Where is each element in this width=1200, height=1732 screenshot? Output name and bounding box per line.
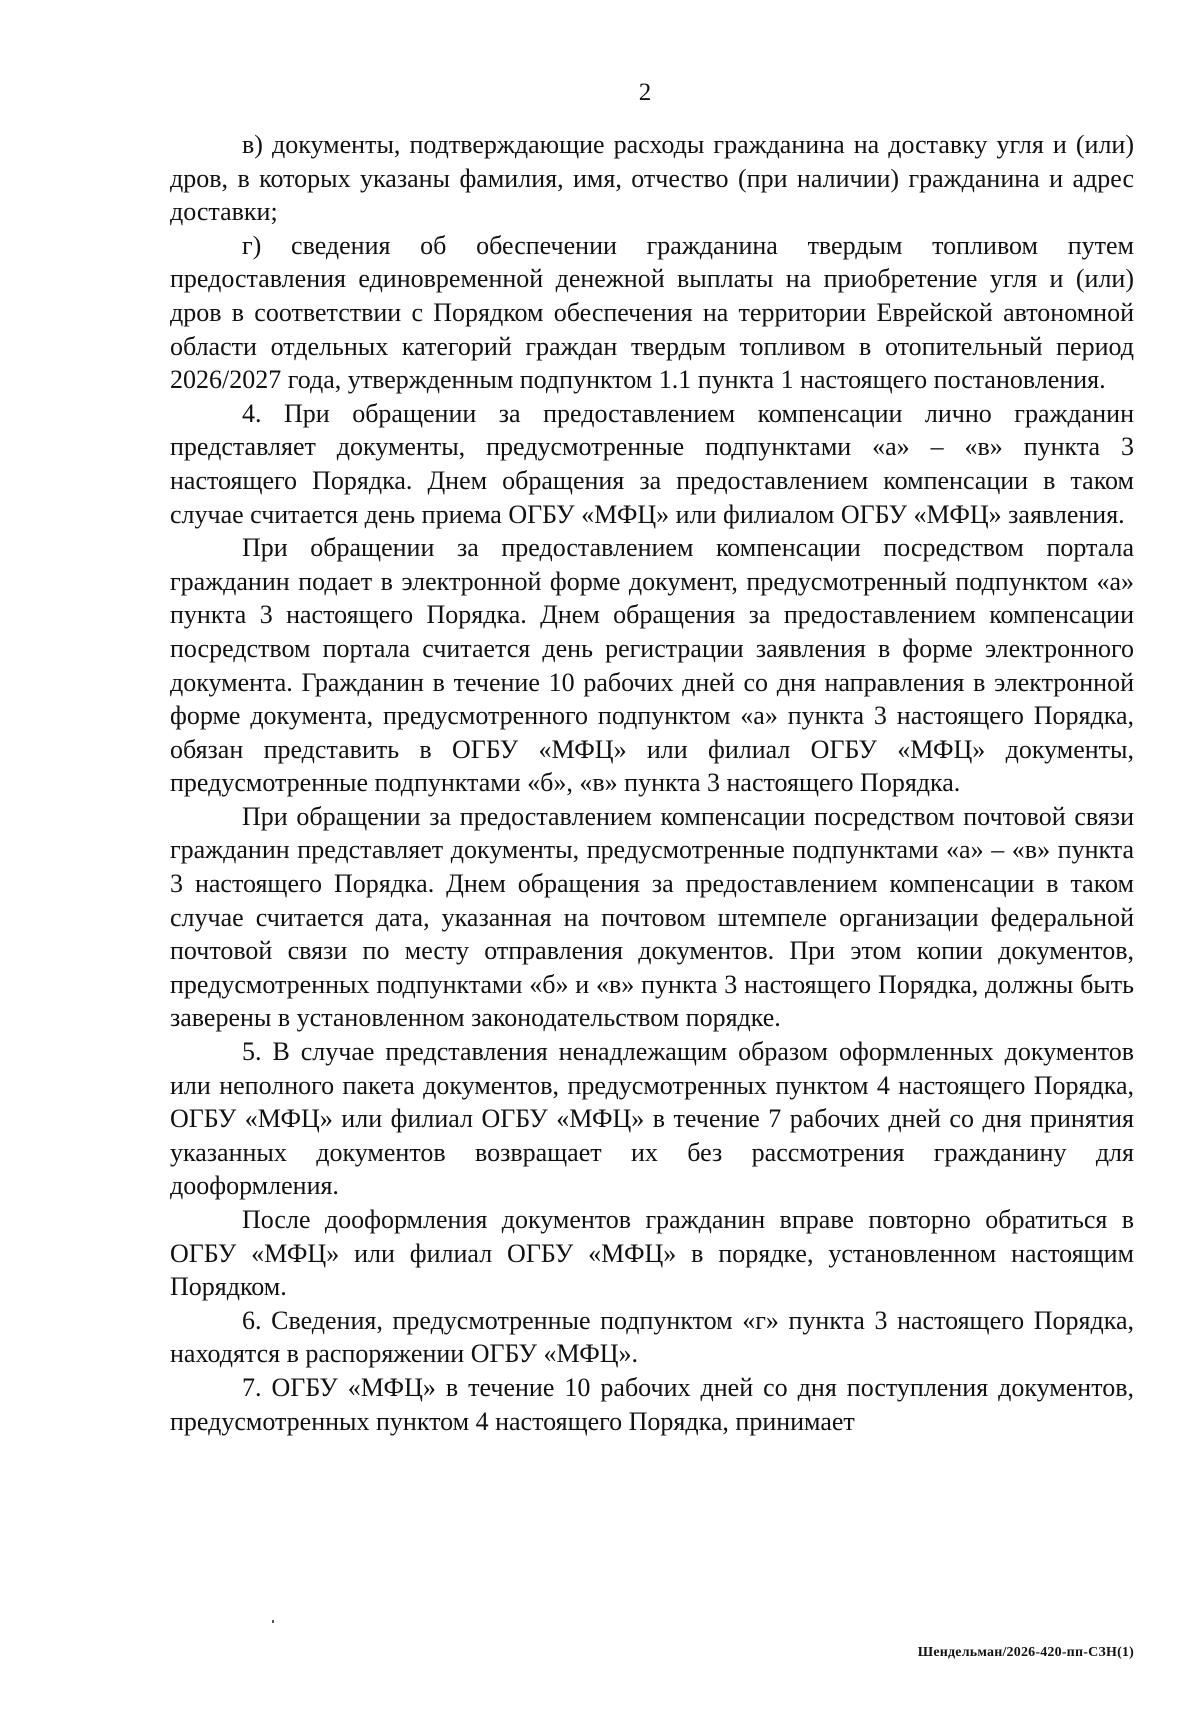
paragraph-after-completion: После дооформления документов гражданин вправе повторно обратиться в ОГБУ «МФЦ» или филиал ОГБУ «МФЦ» в порядке, установленном настоящим Порядком.	[170, 1205, 1134, 1302]
paragraph-subitem-v: в) документы, подтверждающие расходы гражданина на доставку угля и (или) дров, в которых указаны фамилия, имя, отчество (при наличии) гражданина и адрес доставки;	[170, 130, 1134, 227]
document-code: Шендельман/2026-420-пп-СЗН(1)	[917, 1645, 1134, 1660]
paragraph-item-6: 6. Сведения, предусмотренные подпунктом «г» пункта 3 настоящего Порядка, находятся в распоряжении ОГБУ «МФЦ».	[170, 1305, 1134, 1369]
paragraph-subitem-g: г) сведения об обеспечении гражданина твердым топливом путем предоставления единовременной денежной выплаты на приобретение угля и (или) дров в соответствии с Порядком обеспечения на территории Еврейской автономной области отдельных категорий граждан твердым топливом в отопительный период 2026/2027 года, утвержденным подпунктом 1.1 пункта 1 настоящего постановления.	[170, 230, 1134, 395]
paragraph-item-7: 7. ОГБУ «МФЦ» в течение 10 рабочих дней со дня поступления документов, предусмотренных пунктом 4 настоящего Порядка, принимает	[170, 1372, 1134, 1436]
page-number: 2	[638, 79, 652, 106]
paragraph-portal-submission: При обращении за предоставлением компенсации посредством портала гражданин подает в электронной форме документ, предусмотренный подпунктом «а» пункта 3 настоящего Порядка. Днем обращения за предоставлением компенсации посредством портала считается день регистрации заявления в форме электронного документа. Гражданин в течение 10 рабочих дней со дня направления в электронной форме документа, предусмотренного подпунктом «а» пункта 3 настоящего Порядка, обязан представить в ОГБУ «МФЦ» или филиал ОГБУ «МФЦ» документы, предусмотренные подпунктами «б», «в» пункта 3 настоящего Порядка.	[170, 533, 1134, 798]
document-body	[170, 128, 1134, 1438]
paragraph-item-4: 4. При обращении за предоставлением компенсации лично гражданин представляет документы, предусмотренные подпунктами «а» – «в» пункта 3 настоящего Порядка. Днем обращения за предоставлением компенсации в таком случае считается день приема ОГБУ «МФЦ» или филиалом ОГБУ «МФЦ» заявления.	[170, 398, 1134, 529]
paragraph-postal-submission: При обращении за предоставлением компенсации посредством почтовой связи гражданин представляет документы, предусмотренные подпунктами «а» – «в» пункта 3 настоящего Порядка. Днем обращения за предоставлением компенсации в таком случае считается дата, указанная на почтовом штемпеле организации федеральной почтовой связи по месту отправления документов. При этом копии документов, предусмотренных подпунктами «б» и «в» пункта 3 настоящего Порядка, должны быть заверены в установленном законодательством порядке.	[170, 801, 1134, 1033]
paragraph-item-5: 5. В случае представления ненадлежащим образом оформленных документов или неполного пакета документов, предусмотренных пунктом 4 настоящего Порядка, ОГБУ «МФЦ» или филиал ОГБУ «МФЦ» в течение 7 рабочих дней со дня принятия указанных документов возвращает их без рассмотрения гражданину для дооформления.	[170, 1037, 1134, 1201]
scan-artifact	[272, 1620, 274, 1623]
